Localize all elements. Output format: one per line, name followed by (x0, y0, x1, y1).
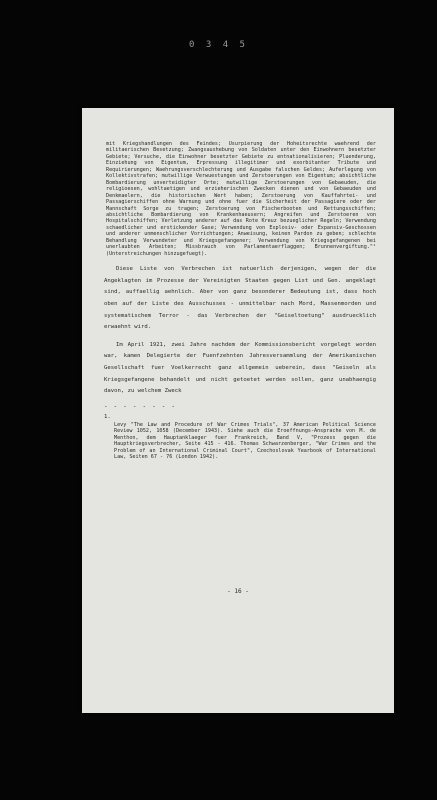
footnote-text: Levy "The Law and Procedure of War Crimes Trials", 37 American Political Science Review 1052, 1058 (December 1943). Siehe auch die Eroeffnungs-Ansprache von M. de Menthon, dem Hauptanklaeger fuer Frankreich, Band V, "Prozess gegen die Hauptkriegsverbrecher, Seite 415 - 416. Thomas Schwarzenberger, "War Crimes and the Problem of an International Criminal Court", Czechoslovak Yearbook of International Law, Seiten 67 - 76 (London 1942). (114, 421, 376, 461)
archive-number: 0 3 4 5 (189, 40, 248, 50)
paragraph-list-comparison: Diese Liste von Verbrechen ist natuerlich derjenigen, wegen der die Angeklagten im Prozesse der Vereinigten Staaten gegen List und Gen. angeklagt sind, auffaellig aehnlich. Aber von ganz besonderer Bedeutung ist, dass hoch oben auf der Liste des Ausschusses - unmittelbar nach Mord, Massenmorden und systematischem Terror - das Verbrechen der "Geiseltoetung" ausdruecklich erwaehnt wird. (104, 266, 376, 331)
footnote-separator: - - - - - - - - (104, 402, 177, 410)
paragraph-april-1921: Im April 1921, zwei Jahre nachdem der Kommissionsbericht vorgelegt worden war, kamen Delegierte der Fuenfzehnten Jahresversammlung der Amerikanischen Gesellschaft fuer Voelkerrecht ganz allgemein ueberein, dass "Geiseln als Kriegsgefangene behandelt und nicht getoetet werden sollen, ganz unabhaengig davon, zu welchem Zweck (104, 341, 376, 395)
page-text (104, 141, 376, 461)
page-number: - 16 - (227, 588, 249, 595)
quoted-list-of-crimes: mit Kriegshandlungen des Feindes; Usurpierung der Hoheitsrechte waehrend der militaerischen Besetzung; Zwangsaushebung von Soldaten unter den Einwohnern besetzter Gebiete; Versuche, die Einwohner besetzter Gebiete zu entnationalisieren; Pluenderung, Einziehung von Eigentum, Erpressung illegitimer und exorbitanter Tribute und Requirierungen; Waehrungsverschlechterung und Ausgabe falschen Geldes; Auferlegung von Kollektivstrafen; mutwillige Verwuestungen und Zerstoerungen von Eigentum; absichtliche Bombardierung unverteidigter Orte; mutwillige Zerstoerungen von Gebaeuden, die religioesen, wohltaetigen und erzieherischen Zwecken dienen und von Gebaeuden und Denkmaelern, die historischen Wert haben; Zerstoerung von Kauffahrtei- und Passagierschiffen ohne Warnung und ohne fuer die Sicherheit der Passagiere oder der Mannschaft Sorge zu tragen; Zerstoerung von Fischerbooten und Rettungsschiffen; absichtliche Bombardierung von Krankenhaeusern; Angreifen und Zerstoeren von Hospitalschiffen; Verletzung anderer auf das Rote Kreuz bezueglicher Regeln; Verwendung schaedlicher und erstickender Gase; Verwendung von Explosiv- oder Expansiv-Geschossen und anderer unmenschlicher Vorrichtungen; Anweisung, keinen Pardon zu geben; schlechte Behandlung Verwundeter und Kriegsgefangener; Verwendung von Kriegsgefangenen bei unerlaubten Arbeiten; Missbrauch von Parlamentaerflaggen; Brunnenvergiftung."¹ (Unterstreichungen hinzugefuegt). (106, 141, 376, 257)
footnote-number: 1. (104, 413, 111, 420)
document-page (82, 108, 394, 713)
